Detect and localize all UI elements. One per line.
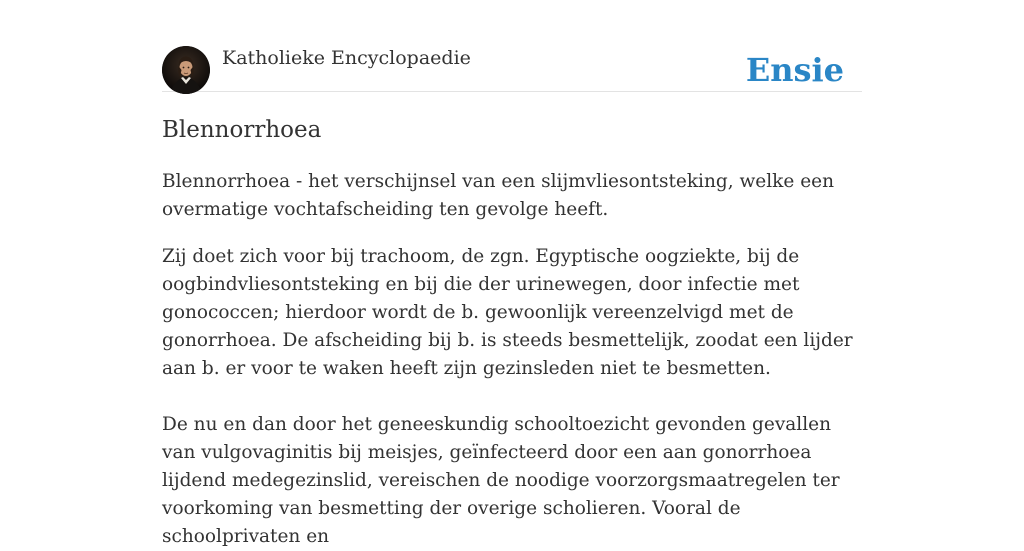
brand-logo[interactable]: Ensie bbox=[745, 51, 844, 89]
author-avatar[interactable] bbox=[162, 46, 210, 94]
article-paragraph: Blennorrhoea - het verschijnsel van een slijmvliesontsteking, welke een overmatige vochtafscheiding ten gevolge heeft. bbox=[162, 171, 835, 220]
site-name[interactable]: Katholieke Encyclopaedie bbox=[222, 47, 471, 69]
article-page bbox=[162, 0, 862, 547]
article-paragraph: De nu en dan door het geneeskundig schooltoezicht gevonden gevallen van vulgovaginitis bij meisjes, geïnfecteerd door een aan gonorrhoea lijdend medegezinslid, vereischen de noodige voorzorgsmaatregelen ter voorkoming van besmetting der overige scholieren. Vooral de schoolprivaten en bbox=[162, 414, 840, 547]
portrait-icon bbox=[162, 46, 210, 94]
site-header bbox=[162, 44, 862, 92]
article-paragraph: Zij doet zich voor bij trachoom, de zgn. Egyptische oogziekte, bij de oogbindvliesontsteking en bij die der urinewegen, door infectie met gonococcen; hierdoor wordt de b. gewoonlijk vereenzelvigd met de gonorrhoea. De afscheiding bij b. is steeds besmettelijk, zoodat een lijder aan b. er voor te waken heeft zijn gezinsleden niet te besmetten. bbox=[162, 246, 853, 379]
article-title: Blennorrhoea bbox=[162, 117, 322, 143]
